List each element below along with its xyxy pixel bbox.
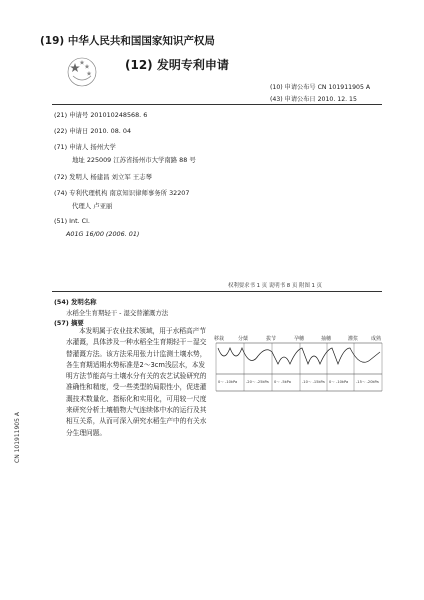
abstract-label: (57) 摘要	[54, 319, 84, 327]
int-cl: (51) Int. Cl.	[54, 217, 90, 225]
inventors: (72) 发明人 杨建昌 刘立军 王志琴	[54, 173, 152, 181]
stage-label: 移栽	[214, 336, 225, 342]
stage-label: 抽穗	[321, 336, 332, 342]
stage-label: 孕穗	[294, 336, 305, 342]
water-level-curve	[218, 348, 380, 364]
stage-label: 拔节	[266, 336, 277, 342]
page-count-note: 权利要求书 1 页 说明书 8 页 附图 1 页	[228, 283, 323, 289]
threshold-label: 0～ -10kPa	[218, 380, 238, 384]
stage-label: 灌浆	[348, 336, 359, 342]
patent-agent: 代理人 卢亚丽	[72, 202, 113, 210]
publication-date: (43) 申请公布日 2010. 12. 15	[270, 96, 357, 103]
threshold-label: -10～ -15kPa	[302, 380, 325, 384]
biblio-divider	[52, 291, 382, 292]
side-publication-code: CN 101911905 A	[14, 412, 21, 463]
applicant: (71) 申请人 扬州大学	[54, 143, 116, 151]
threshold-label: -15～ -20kPa	[356, 380, 379, 384]
publication-number: (10) 申请公布号 CN 101911905 A	[270, 84, 371, 91]
threshold-label: 0～ -10kPa	[329, 380, 349, 384]
national-emblem-icon	[64, 56, 100, 88]
stage-label: 分蘖	[238, 336, 249, 342]
application-number: (21) 申请号 201010248568. 6	[54, 111, 148, 119]
patent-agency: (74) 专利代理机构 南京知识律师事务所 32207	[54, 189, 190, 197]
invention-title: 水稻全生育期轻干 - 湿交替灌溉方法	[66, 309, 169, 317]
stage-label: 成熟	[371, 336, 382, 342]
application-date: (22) 申请日 2010. 08. 04	[54, 127, 132, 135]
threshold-label: 0～ -5kPa	[274, 380, 291, 384]
header-divider	[52, 104, 382, 105]
ipc-code: A01G 16/00 (2006. 01)	[66, 230, 140, 238]
abstract-figure	[214, 334, 384, 394]
title-label: (54) 发明名称	[54, 298, 97, 306]
doc-kind: (12) 发明专利申请	[125, 58, 229, 72]
threshold-label: -20～ -25kPa	[246, 380, 269, 384]
abstract-text: 本发明属于农业技术领域，用于水稻高产节水灌溉，具体涉及一种水稻全生育期轻干－湿交替灌溉方法。该方法采用张力计监测土壤水势，各生育期适期水势标准是2～3cm浅层水，本发明方法节能高与土壤水分有关的农艺试验研究的准确性和精度，受一些类型的局限性小，促进灌溉技术数量化、指标化和实用化，可用较一尺度来研究分析土壤植物大气连续体中水的运行及其相互关系，从而可深入研究水稻生产中的有关水分生理问题。	[66, 327, 207, 437]
applicant-address: 地址 225009 江苏省扬州市大学南路 88 号	[72, 156, 196, 164]
office-name: (19) 中华人民共和国国家知识产权局	[40, 35, 215, 47]
